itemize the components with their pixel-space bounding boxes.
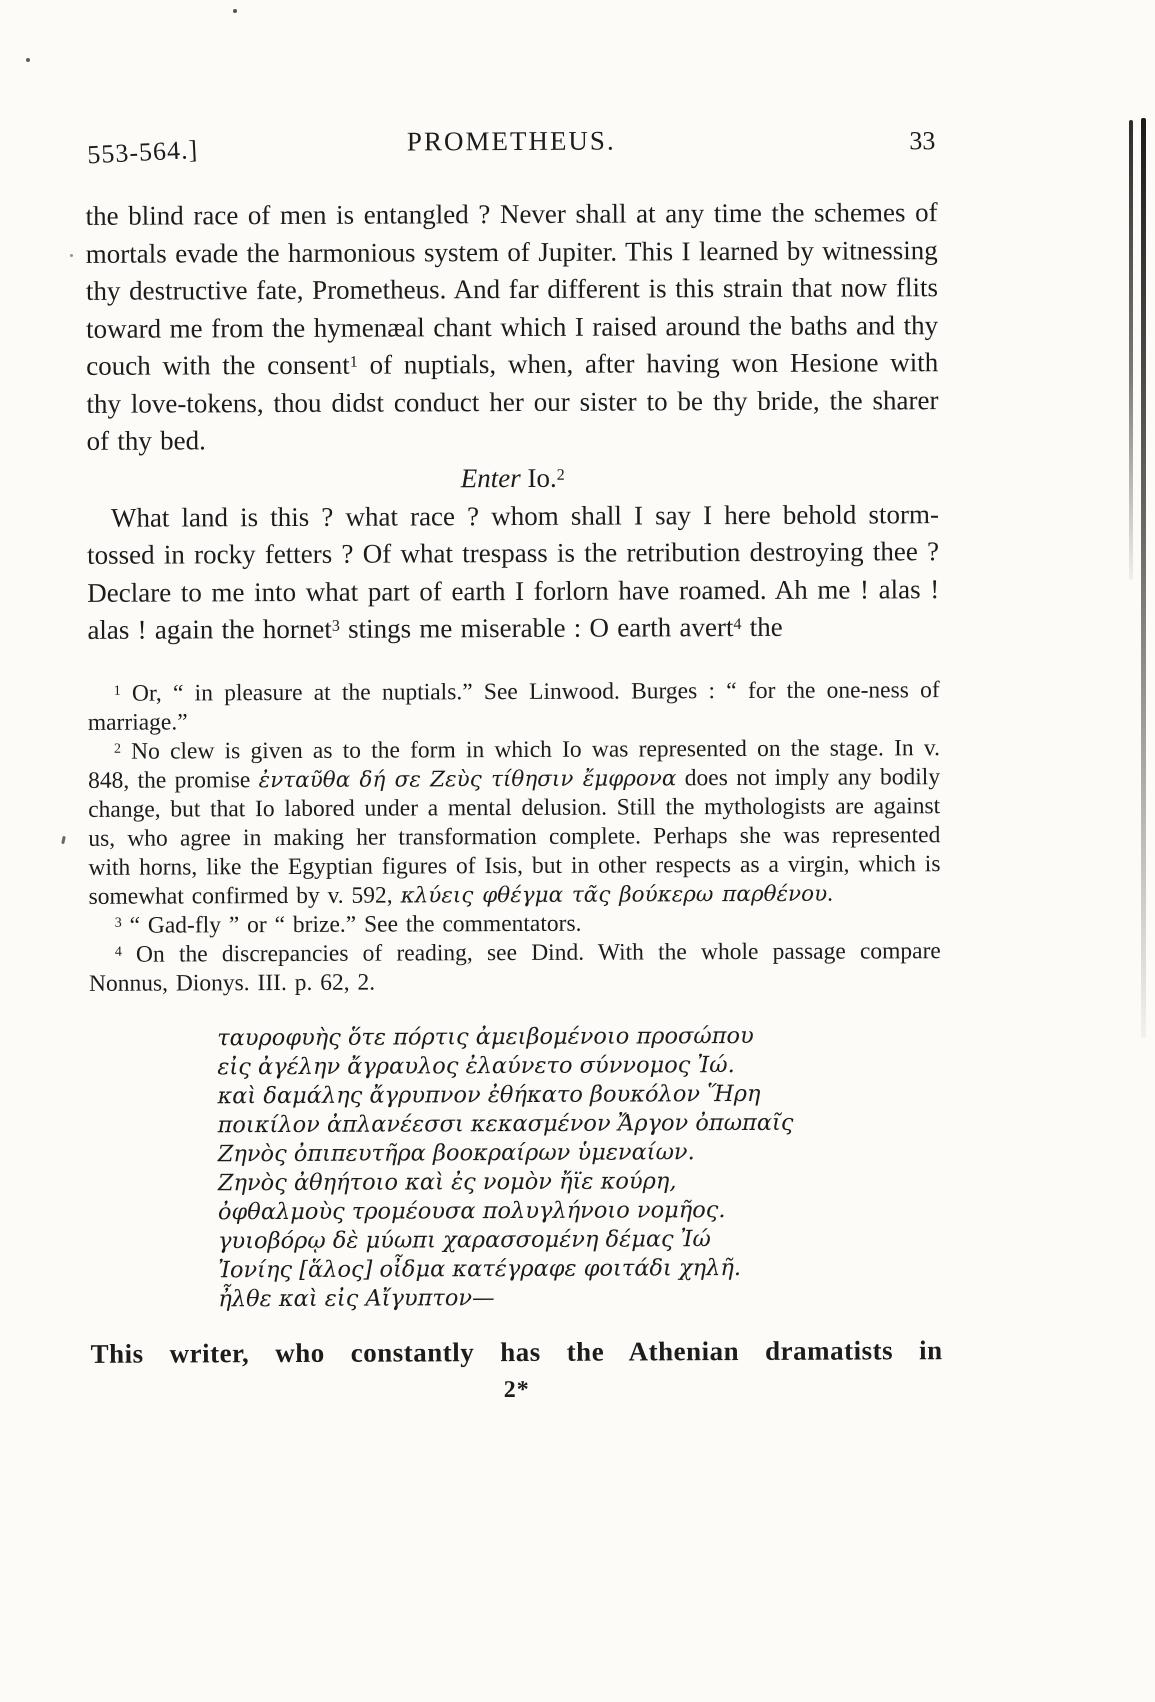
footnote-text: No clew is given as to the form in which Io was represented on the stage. In v. 848, the promise <box>88 734 940 794</box>
footnote-ref-3: 3 <box>331 617 340 635</box>
footnote-text: does not imply any bodily change, but that Io labored under a mental delusion. Still the mythologists are against us, who agree in making her transformation complete. Perhaps she was represented with horns, like the Egyptian figures of Isis, but in other respects as a virgin, which is somewhat confirmed by v. 592, <box>88 763 941 910</box>
text-segment: stings me miserable : O earth avert <box>339 612 734 644</box>
footnote-1 <box>88 676 940 738</box>
gathering-signature: 2* <box>503 1376 530 1403</box>
page-header <box>85 124 937 172</box>
text-segment: the <box>741 611 783 643</box>
scan-speck <box>26 58 30 62</box>
greek-phrase: ἐνταῦθα δή σε Ζεὺς τίθησιν ἔμφρονα <box>258 765 677 793</box>
binding-edge-shadow <box>1129 120 1133 580</box>
greek-verse-line: εἰς ἀγέλην ἄγραυλος ἐλαύνετο σύννομος Ἰώ. <box>217 1051 735 1080</box>
footnote-marker: 1 <box>113 683 121 699</box>
greek-verse-quotation <box>217 1021 942 1314</box>
greek-verse-line: γυιοβόρῳ δὲ μύωπι χαρασσομένη δέμας Ἰώ <box>218 1225 711 1254</box>
greek-verse-line: ταυροφυὴς ὅτε πόρτις ἀμειβομένοιο προσώπου <box>217 1022 754 1051</box>
text-segment: of nuptials, when, after having won Hesione with thy love-tokens, thou didst conduct her our sister to be thy bride, the sharer of thy bed. <box>86 347 939 456</box>
greek-verse-line: Ἰονίης [ἅλος] οἶδμα κατέγραφε φοιτάδι χηλῆ. <box>218 1254 742 1283</box>
footnote-marker: 3 <box>114 915 122 931</box>
running-title: PROMETHEUS. <box>406 125 616 157</box>
paragraph-io-speech <box>87 496 940 650</box>
greek-verse-line: ποικίλον ἀπλανέεσσι κεκασμένον Ἄργον ὀπωπαῖς <box>217 1109 794 1138</box>
scan-speck <box>70 254 73 257</box>
greek-phrase: κλύεις φθέγμα τᾶς βούκερω παρθένου <box>400 881 828 908</box>
footnote-3 <box>89 908 941 941</box>
footnote-text: “ Gad-fly ” or “ brize.” See the commentators. <box>121 910 582 939</box>
footnote-marker: 2 <box>113 741 121 757</box>
footnote-text: On the discrepancies of reading, see Dind. With the whole passage compare Nonnus, Dionys. III. p. 62, 2. <box>88 937 941 997</box>
text-segment: the blind race of men is entangled ? Never shall at any time the schemes of mortals evade the harmonious system of Jupiter. This I learned by witnessing thy destructive fate, Prometheus. And far different is this strain that now flits toward me from the hymenæal chant which I raised around the baths and thy couch with the consent <box>85 197 939 381</box>
scan-speck <box>61 836 66 844</box>
page-number: 33 <box>909 126 936 156</box>
greek-verse-line: ἦλθε καὶ εἰς Αἴγυπτον— <box>218 1284 495 1312</box>
footnote-4 <box>89 937 941 999</box>
stage-direction-character: Io. <box>520 462 557 493</box>
footnote-ref-1: 1 <box>349 353 358 371</box>
greek-verse-line: Ζηνὸς ἀθηήτοιο καὶ ἐς νομὸν ἤϊε κούρη, <box>217 1167 677 1196</box>
greek-verse-line: ὀφθαλμοὺς τρομέουσα πολυγλήνοιο νομῆος. <box>217 1196 726 1225</box>
closing-line: This writer, who constantly has the Athenian dramatists in <box>90 1334 943 1369</box>
footnote-marker: 4 <box>114 944 122 960</box>
stage-direction <box>87 458 939 499</box>
scan-speck <box>233 9 237 13</box>
greek-verse-line: Ζηνὸς ὀπιπευτῆρα βοοκραίρων ὑμεναίων. <box>217 1138 695 1167</box>
footnotes-section <box>88 676 941 999</box>
footnote-2 <box>88 734 941 912</box>
footnote-ref-4: 4 <box>733 616 742 634</box>
footnote-ref-2: 2 <box>556 466 565 484</box>
greek-verse-line: καὶ δαμάλης ἄγρυπνον ἐθήκατο βουκόλον Ἥρη <box>217 1080 761 1109</box>
footnote-text: . <box>827 880 834 907</box>
page-content <box>85 124 943 1405</box>
stage-direction-verb: Enter <box>460 462 521 493</box>
line-number-reference: 553-564.] <box>86 134 199 170</box>
binding-edge-shadow <box>1141 118 1146 1038</box>
text-segment: What land is this ? what race ? whom shall I say I here behold storm-tossed in rocky fetters ? Of what trespass is the retribution destroying thee ? Declare to me into what part of earth I forlorn have roamed. Ah me ! alas ! alas ! again the hornet <box>87 498 940 645</box>
footnote-text: Or, “ in pleasure at the nuptials.” See Linwood. Burges : “ for the one-ness of marriage.” <box>87 676 940 736</box>
paragraph-chorus-speech <box>86 194 939 460</box>
